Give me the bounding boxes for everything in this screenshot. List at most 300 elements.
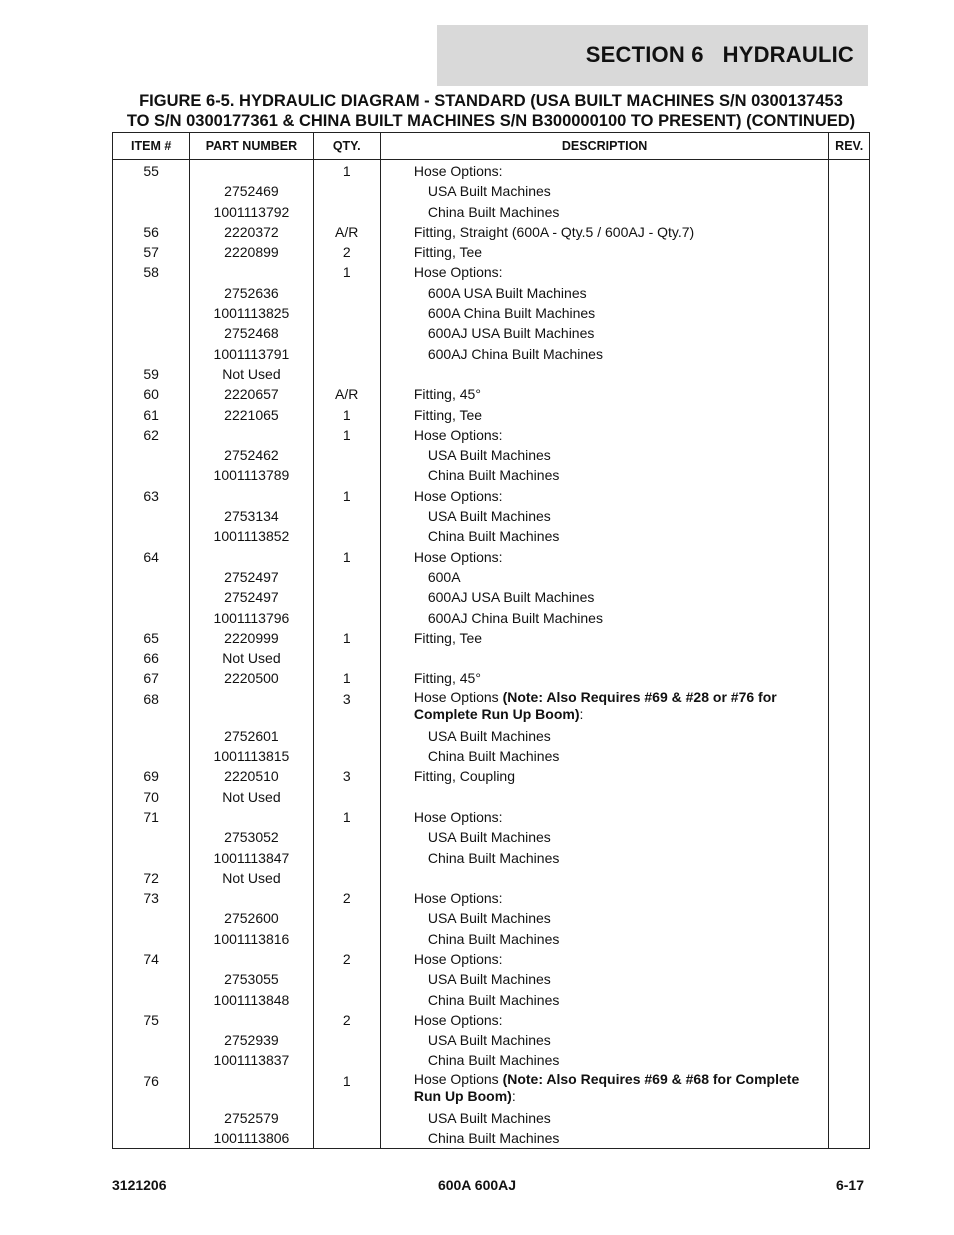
description-cell (380, 202, 829, 222)
rev-cell (829, 526, 870, 546)
table-row (113, 364, 870, 384)
rev-cell (829, 283, 870, 303)
description-cell (380, 486, 829, 506)
rev-cell (829, 689, 870, 726)
rev-cell (829, 949, 870, 969)
part-number-cell: 2752636 (190, 283, 313, 303)
rev-cell (829, 990, 870, 1010)
table-row (113, 323, 870, 343)
description-cell (380, 567, 829, 587)
table-row (113, 547, 870, 567)
rev-cell (829, 848, 870, 868)
description-text: Hose Options: (413, 808, 503, 825)
item-cell: 66 (113, 648, 190, 668)
description-text: USA Built Machines (427, 829, 551, 846)
rev-cell (829, 648, 870, 668)
description-text: 600A USA Built Machines (427, 284, 587, 301)
description-text: USA Built Machines (427, 1032, 551, 1049)
rev-cell (829, 628, 870, 648)
description-text: USA Built Machines (427, 447, 551, 464)
description-text: Fitting, 45° (413, 386, 481, 403)
description-text: China Built Machines (427, 1130, 560, 1147)
header-rev: REV. (829, 133, 870, 160)
part-number-cell: 2752497 (190, 567, 313, 587)
description-text: 600A China Built Machines (427, 305, 596, 322)
qty-cell: 2 (313, 888, 380, 908)
description-text: China Built Machines (427, 467, 560, 484)
part-number-cell: 2220372 (190, 222, 313, 242)
table-row (113, 303, 870, 323)
footer-model: 600A 600AJ (437, 1177, 517, 1193)
item-cell (113, 1030, 190, 1050)
item-cell (113, 445, 190, 465)
qty-cell: 1 (313, 547, 380, 567)
qty-cell (313, 608, 380, 628)
part-number-cell: 1001113837 (190, 1050, 313, 1070)
table-row (113, 888, 870, 908)
description-cell (380, 848, 829, 868)
rev-cell (829, 567, 870, 587)
part-number-cell: 2752497 (190, 587, 313, 607)
description-cell (380, 242, 829, 262)
part-number-cell: 2220500 (190, 668, 313, 688)
item-cell: 73 (113, 888, 190, 908)
qty-cell (313, 726, 380, 746)
filler-cell (380, 1148, 829, 1149)
description-text: Hose Options (413, 688, 503, 705)
figure-title-line-2: TO S/N 0300177361 & CHINA BUILT MACHINES S/N B300000100 TO PRESENT) (CONTINUED) (126, 112, 856, 130)
description-text: China Built Machines (427, 1052, 560, 1069)
qty-cell (313, 1128, 380, 1148)
footer-page-number: 6-17 (835, 1177, 864, 1193)
part-number-cell: 2752600 (190, 908, 313, 928)
item-cell (113, 746, 190, 766)
table-row (113, 1128, 870, 1148)
rev-cell (829, 888, 870, 908)
description-cell (380, 908, 829, 928)
part-number-cell (190, 807, 313, 827)
part-number-cell (190, 486, 313, 506)
table-row (113, 587, 870, 607)
qty-cell (313, 202, 380, 222)
rev-cell (829, 202, 870, 222)
rev-cell (829, 807, 870, 827)
item-cell: 70 (113, 787, 190, 807)
qty-cell (313, 1050, 380, 1070)
qty-cell: 2 (313, 1010, 380, 1030)
section-title: SECTION 6 HYDRAULIC (585, 42, 854, 67)
rev-cell (829, 1071, 870, 1108)
part-number-cell: 1001113825 (190, 303, 313, 323)
description-cell (380, 384, 829, 404)
filler-cell (113, 1148, 190, 1149)
table-header-row (113, 133, 870, 160)
rev-cell (829, 303, 870, 323)
rev-cell (829, 364, 870, 384)
table-row (113, 242, 870, 262)
item-cell: 59 (113, 364, 190, 384)
header-item: ITEM # (113, 133, 190, 160)
part-number-cell (190, 888, 313, 908)
description-text: USA Built Machines (427, 508, 551, 525)
description-text: Hose Options: (413, 163, 503, 179)
qty-cell: 3 (313, 689, 380, 726)
description-cell (380, 746, 829, 766)
part-number-cell: Not Used (190, 868, 313, 888)
item-cell (113, 526, 190, 546)
qty-cell (313, 526, 380, 546)
description-cell (380, 628, 829, 648)
item-cell (113, 848, 190, 868)
description-cell (380, 506, 829, 526)
description-text: Hose Options: (413, 950, 503, 967)
rev-cell (829, 908, 870, 928)
rev-cell (829, 929, 870, 949)
item-cell (113, 1108, 190, 1128)
part-number-cell: 2221065 (190, 405, 313, 425)
qty-cell: 1 (313, 262, 380, 282)
description-cell (380, 222, 829, 242)
item-cell: 62 (113, 425, 190, 445)
part-number-cell: 1001113847 (190, 848, 313, 868)
part-number-cell (190, 262, 313, 282)
item-cell: 64 (113, 547, 190, 567)
table-row (113, 567, 870, 587)
description-cell (380, 1010, 829, 1030)
table-row (113, 949, 870, 969)
part-number-cell: Not Used (190, 364, 313, 384)
part-number-cell: 2220999 (190, 628, 313, 648)
part-number-cell: 2752469 (190, 181, 313, 201)
description-cell (380, 726, 829, 746)
qty-cell (313, 506, 380, 526)
table-row (113, 506, 870, 526)
description-text: Hose Options: (413, 1011, 503, 1028)
description-cell (380, 1030, 829, 1050)
part-number-cell (190, 160, 313, 182)
description-text: USA Built Machines (427, 971, 551, 988)
item-cell (113, 567, 190, 587)
rev-cell (829, 1010, 870, 1030)
part-number-cell: 1001113796 (190, 608, 313, 628)
item-cell: 68 (113, 689, 190, 726)
item-cell: 76 (113, 1071, 190, 1108)
description-cell (380, 405, 829, 425)
description-cell (380, 323, 829, 343)
rev-cell (829, 1108, 870, 1128)
parts-table (112, 132, 870, 1149)
item-cell (113, 323, 190, 343)
table-row (113, 526, 870, 546)
rev-cell (829, 787, 870, 807)
qty-cell (313, 587, 380, 607)
table-row (113, 262, 870, 282)
description-cell (380, 827, 829, 847)
header-qty: QTY. (313, 133, 380, 160)
table-row (113, 668, 870, 688)
qty-cell (313, 648, 380, 668)
description-cell (380, 465, 829, 485)
part-number-cell: 2752462 (190, 445, 313, 465)
description-cell (380, 929, 829, 949)
description-cell (380, 807, 829, 827)
part-number-cell: 1001113792 (190, 202, 313, 222)
description-text: Hose Options: (413, 487, 503, 504)
part-number-cell: 2220657 (190, 384, 313, 404)
part-number-cell (190, 949, 313, 969)
qty-cell (313, 908, 380, 928)
part-number-cell: 1001113848 (190, 990, 313, 1010)
description-cell (380, 969, 829, 989)
table-row (113, 1108, 870, 1128)
description-cell (380, 547, 829, 567)
rev-cell (829, 746, 870, 766)
parts-table-body (113, 160, 870, 1149)
rev-cell (829, 181, 870, 201)
description-text: 600AJ USA Built Machines (427, 325, 595, 342)
item-cell: 57 (113, 242, 190, 262)
description-cell (380, 344, 829, 364)
table-row (113, 726, 870, 746)
description-text: Fitting, 45° (413, 670, 481, 687)
part-number-cell: 1001113815 (190, 746, 313, 766)
item-cell: 60 (113, 384, 190, 404)
description-cell (380, 1128, 829, 1148)
part-number-cell: 2752579 (190, 1108, 313, 1128)
description-suffix: : (511, 1087, 516, 1104)
item-cell (113, 990, 190, 1010)
qty-cell: 1 (313, 807, 380, 827)
item-cell (113, 283, 190, 303)
description-text: Fitting, Tee (413, 244, 483, 261)
description-text: 600A (427, 568, 461, 585)
description-text: USA Built Machines (427, 727, 551, 744)
part-number-cell: 2752939 (190, 1030, 313, 1050)
description-text: China Built Machines (427, 991, 560, 1008)
qty-cell (313, 868, 380, 888)
table-row (113, 344, 870, 364)
description-cell (380, 787, 829, 807)
table-row (113, 405, 870, 425)
description-text: Hose Options: (413, 890, 503, 907)
part-number-cell: 1001113852 (190, 526, 313, 546)
rev-cell (829, 323, 870, 343)
part-number-cell (190, 1071, 313, 1108)
item-cell: 75 (113, 1010, 190, 1030)
description-cell (380, 262, 829, 282)
description-cell (380, 587, 829, 607)
description-text: China Built Machines (427, 748, 560, 765)
part-number-cell (190, 689, 313, 726)
part-number-cell (190, 1010, 313, 1030)
description-suffix: : (579, 705, 584, 722)
qty-cell (313, 929, 380, 949)
table-row (113, 766, 870, 786)
description-note: (Note: Also Requires #69 & #68 for Complete Run Up Boom) (413, 1070, 800, 1104)
description-cell (380, 160, 829, 182)
table-filler-row (113, 1148, 870, 1149)
rev-cell (829, 465, 870, 485)
part-number-cell: 2753134 (190, 506, 313, 526)
item-cell: 74 (113, 949, 190, 969)
rev-cell (829, 547, 870, 567)
description-text: Fitting, Straight (600A - Qty.5 / 600AJ - Qty.7) (413, 223, 695, 240)
qty-cell (313, 344, 380, 364)
description-text: Hose Options (413, 1070, 503, 1087)
qty-cell (313, 990, 380, 1010)
description-cell (380, 181, 829, 201)
description-text: Hose Options: (413, 426, 503, 443)
item-cell: 58 (113, 262, 190, 282)
item-cell (113, 181, 190, 201)
table-row (113, 384, 870, 404)
part-number-cell: 2220899 (190, 242, 313, 262)
table-row (113, 908, 870, 928)
qty-cell: A/R (313, 384, 380, 404)
qty-cell: 2 (313, 949, 380, 969)
figure-title (112, 91, 870, 131)
description-text: China Built Machines (427, 849, 560, 866)
item-cell (113, 969, 190, 989)
table-row (113, 929, 870, 949)
description-cell (380, 425, 829, 445)
description-cell (380, 668, 829, 688)
header-part-number: PART NUMBER (190, 133, 313, 160)
table-row (113, 827, 870, 847)
item-cell: 55 (113, 160, 190, 182)
qty-cell (313, 787, 380, 807)
item-cell: 67 (113, 668, 190, 688)
item-cell: 65 (113, 628, 190, 648)
table-row (113, 746, 870, 766)
part-number-cell (190, 547, 313, 567)
description-cell (380, 608, 829, 628)
table-row (113, 160, 870, 182)
description-cell (380, 303, 829, 323)
description-text: Hose Options: (413, 548, 503, 565)
rev-cell (829, 827, 870, 847)
description-text: 600AJ China Built Machines (427, 345, 603, 362)
rev-cell (829, 1050, 870, 1070)
qty-cell: A/R (313, 222, 380, 242)
qty-cell (313, 1030, 380, 1050)
item-cell (113, 202, 190, 222)
table-row (113, 868, 870, 888)
item-cell (113, 587, 190, 607)
item-cell (113, 303, 190, 323)
part-number-cell: 1001113791 (190, 344, 313, 364)
item-cell: 72 (113, 868, 190, 888)
part-number-cell (190, 425, 313, 445)
table-row (113, 486, 870, 506)
qty-cell (313, 303, 380, 323)
rev-cell (829, 608, 870, 628)
qty-cell (313, 746, 380, 766)
rev-cell (829, 384, 870, 404)
table-row (113, 848, 870, 868)
description-cell (380, 1071, 829, 1108)
qty-cell (313, 1108, 380, 1128)
part-number-cell: 2753052 (190, 827, 313, 847)
section-header (437, 25, 868, 86)
table-row (113, 465, 870, 485)
rev-cell (829, 445, 870, 465)
qty-cell: 2 (313, 242, 380, 262)
qty-cell: 1 (313, 486, 380, 506)
table-row (113, 648, 870, 668)
description-cell (380, 526, 829, 546)
description-text: 600AJ China Built Machines (427, 609, 603, 626)
table-row (113, 283, 870, 303)
qty-cell (313, 283, 380, 303)
part-number-cell: Not Used (190, 787, 313, 807)
item-cell: 63 (113, 486, 190, 506)
qty-cell (313, 848, 380, 868)
part-number-cell: 2752601 (190, 726, 313, 746)
description-cell (380, 1050, 829, 1070)
description-cell (380, 283, 829, 303)
description-text: Fitting, Tee (413, 629, 483, 646)
description-cell (380, 648, 829, 668)
item-cell: 69 (113, 766, 190, 786)
table-row (113, 787, 870, 807)
item-cell (113, 726, 190, 746)
rev-cell (829, 222, 870, 242)
rev-cell (829, 242, 870, 262)
description-text: 600AJ USA Built Machines (427, 589, 595, 606)
table-row (113, 202, 870, 222)
qty-cell (313, 181, 380, 201)
description-note: (Note: Also Requires #69 & #28 or #76 for Complete Run Up Boom) (413, 688, 777, 722)
qty-cell: 1 (313, 668, 380, 688)
qty-cell (313, 465, 380, 485)
qty-cell (313, 445, 380, 465)
part-number-cell: Not Used (190, 648, 313, 668)
qty-cell: 1 (313, 405, 380, 425)
rev-cell (829, 1030, 870, 1050)
item-cell (113, 929, 190, 949)
rev-cell (829, 425, 870, 445)
rev-cell (829, 726, 870, 746)
part-number-cell: 2753055 (190, 969, 313, 989)
qty-cell: 3 (313, 766, 380, 786)
table-row (113, 425, 870, 445)
item-cell (113, 608, 190, 628)
rev-cell (829, 262, 870, 282)
table-row (113, 807, 870, 827)
table-row (113, 1010, 870, 1030)
item-cell (113, 465, 190, 485)
table-row (113, 628, 870, 648)
rev-cell (829, 405, 870, 425)
description-cell (380, 766, 829, 786)
item-cell (113, 827, 190, 847)
table-row (113, 608, 870, 628)
item-cell: 71 (113, 807, 190, 827)
qty-cell: 1 (313, 160, 380, 182)
item-cell: 61 (113, 405, 190, 425)
item-cell (113, 344, 190, 364)
rev-cell (829, 868, 870, 888)
rev-cell (829, 344, 870, 364)
description-text: USA Built Machines (427, 1109, 551, 1126)
description-cell (380, 868, 829, 888)
part-number-cell: 2220510 (190, 766, 313, 786)
description-cell (380, 990, 829, 1010)
description-text: Fitting, Tee (413, 406, 483, 423)
part-number-cell: 1001113789 (190, 465, 313, 485)
description-cell (380, 364, 829, 384)
